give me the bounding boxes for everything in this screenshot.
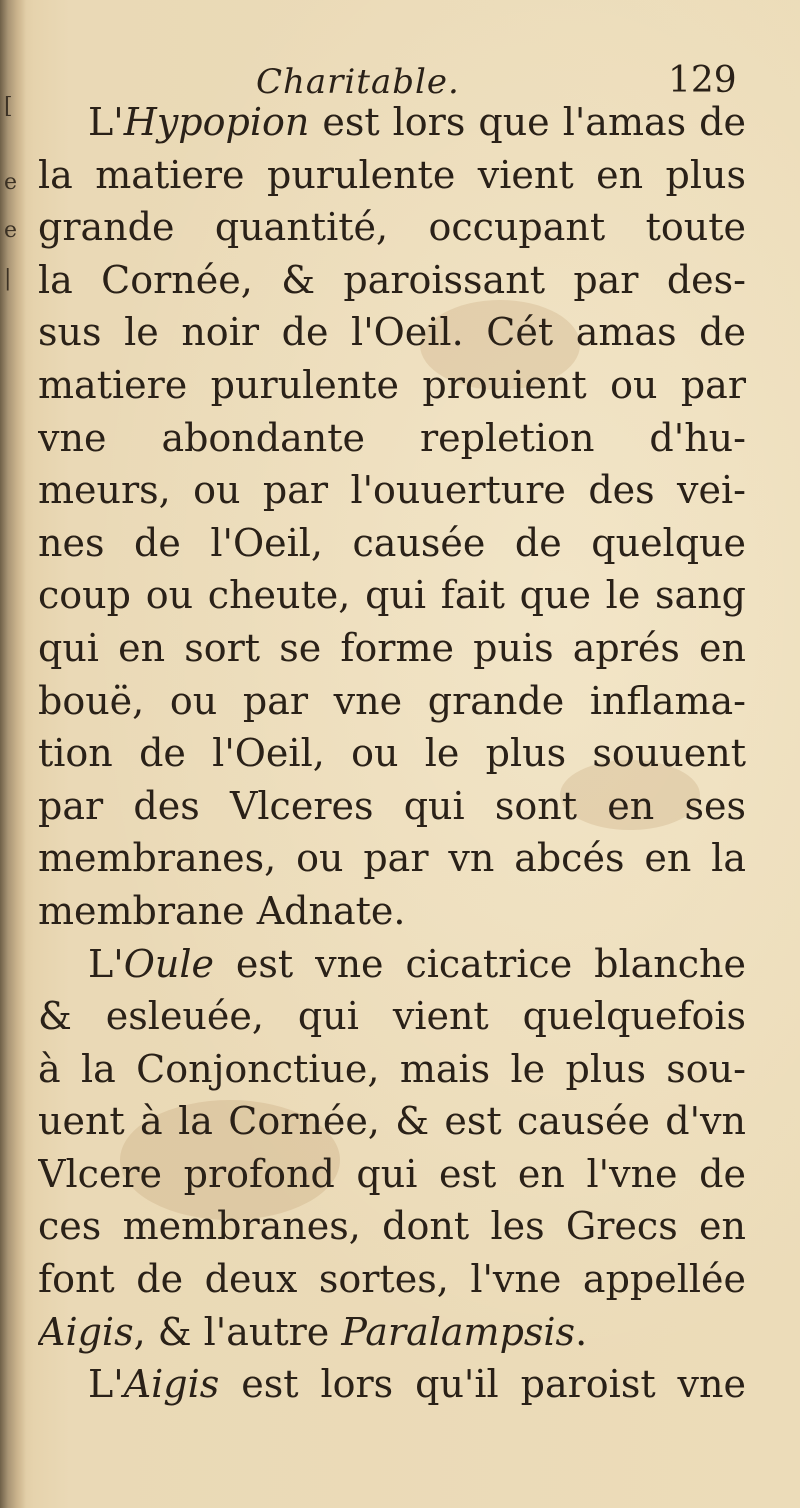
text-run: uent à la Cornée, & est causée d'vn (38, 1099, 746, 1144)
text-run: qui en sort se forme puis aprés en (38, 625, 746, 670)
text-line (38, 832, 746, 885)
text-run: tion de l'Oeil, ou le plus souuent (38, 731, 746, 776)
text-line (38, 675, 746, 728)
text-run: à la Conjonctiue, mais le plus sou- (38, 1046, 746, 1091)
text-line (38, 359, 746, 412)
text-run: ces membranes, dont les Grecs en (38, 1204, 746, 1249)
text-run: vne abondante repletion d'hu- (38, 415, 746, 460)
text-run: la Cornée, & paroissant par des- (38, 257, 746, 302)
text-line (38, 1200, 746, 1253)
text-run: L' (88, 100, 124, 144)
text-line (38, 254, 746, 307)
text-line (38, 517, 746, 570)
text-line (38, 569, 746, 622)
gutter-fragment: e (4, 218, 18, 243)
page-gutter (0, 0, 26, 1508)
text-run: la matiere purulente vient en plus (38, 152, 746, 197)
text-run: matiere purulente prouient ou par (38, 362, 746, 407)
gutter-fragment: | (4, 266, 12, 291)
text-line (38, 727, 746, 780)
text-line (38, 938, 746, 991)
text-line (38, 464, 746, 517)
text-run: Vlcere profond qui est en l'vne de (38, 1151, 746, 1196)
text-run: grande quantité, occupant toute (38, 205, 746, 250)
text-run: par des Vlceres qui sont en ses (38, 783, 746, 828)
text-line (38, 1306, 746, 1359)
text-line (38, 1148, 746, 1201)
text-line (38, 1043, 746, 1096)
text-line (38, 780, 746, 833)
italic-term: Aigis (38, 1309, 134, 1354)
text-line (38, 306, 746, 359)
text-line (38, 149, 746, 202)
text-run: , & l'autre (133, 1309, 330, 1354)
text-line (38, 412, 746, 465)
italic-term: Aigis (123, 1362, 220, 1407)
text-run: L' (88, 941, 124, 986)
text-run: . (575, 1309, 588, 1354)
italic-term: Oule (123, 941, 214, 986)
text-run: meurs, ou par l'ouuerture des vei- (38, 468, 746, 513)
text-line (38, 201, 746, 254)
text-line (38, 1095, 746, 1148)
gutter-fragment: e (4, 170, 18, 195)
text-line (38, 1253, 746, 1306)
text-run: coup ou cheute, qui fait que le sang (38, 573, 746, 618)
text-run: est lors qu'il paroist vne (241, 1362, 746, 1407)
text-run: nes de l'Oeil, causée de quelque (38, 520, 746, 565)
body-text (38, 96, 746, 1411)
text-line (38, 1358, 746, 1411)
text-run: membrane Adnate. (38, 888, 406, 933)
text-line (38, 96, 746, 149)
text-line (38, 885, 746, 938)
gutter-fragment: [ (4, 94, 13, 119)
text-run: membranes, ou par vn abcés en la (38, 836, 746, 881)
text-run: font de deux sortes, l'vne appellée (38, 1257, 746, 1302)
text-run: sus le noir de l'Oeil. Cét amas de (38, 310, 746, 355)
text-line (38, 622, 746, 675)
text-line (38, 990, 746, 1043)
page-number: 129 (668, 60, 737, 101)
text-run: est vne cicatrice blanche (235, 941, 746, 986)
italic-term: Paralampsis (341, 1309, 576, 1354)
text-run: bouë, ou par vne grande inflama- (38, 678, 746, 723)
text-run: L' (88, 1362, 124, 1407)
text-run: est lors que l'amas de (322, 100, 746, 144)
italic-term: Hypopion (123, 100, 310, 144)
running-head: Charitable. (256, 62, 460, 102)
text-run: & esleuée, qui vient quelquefois (38, 994, 746, 1039)
